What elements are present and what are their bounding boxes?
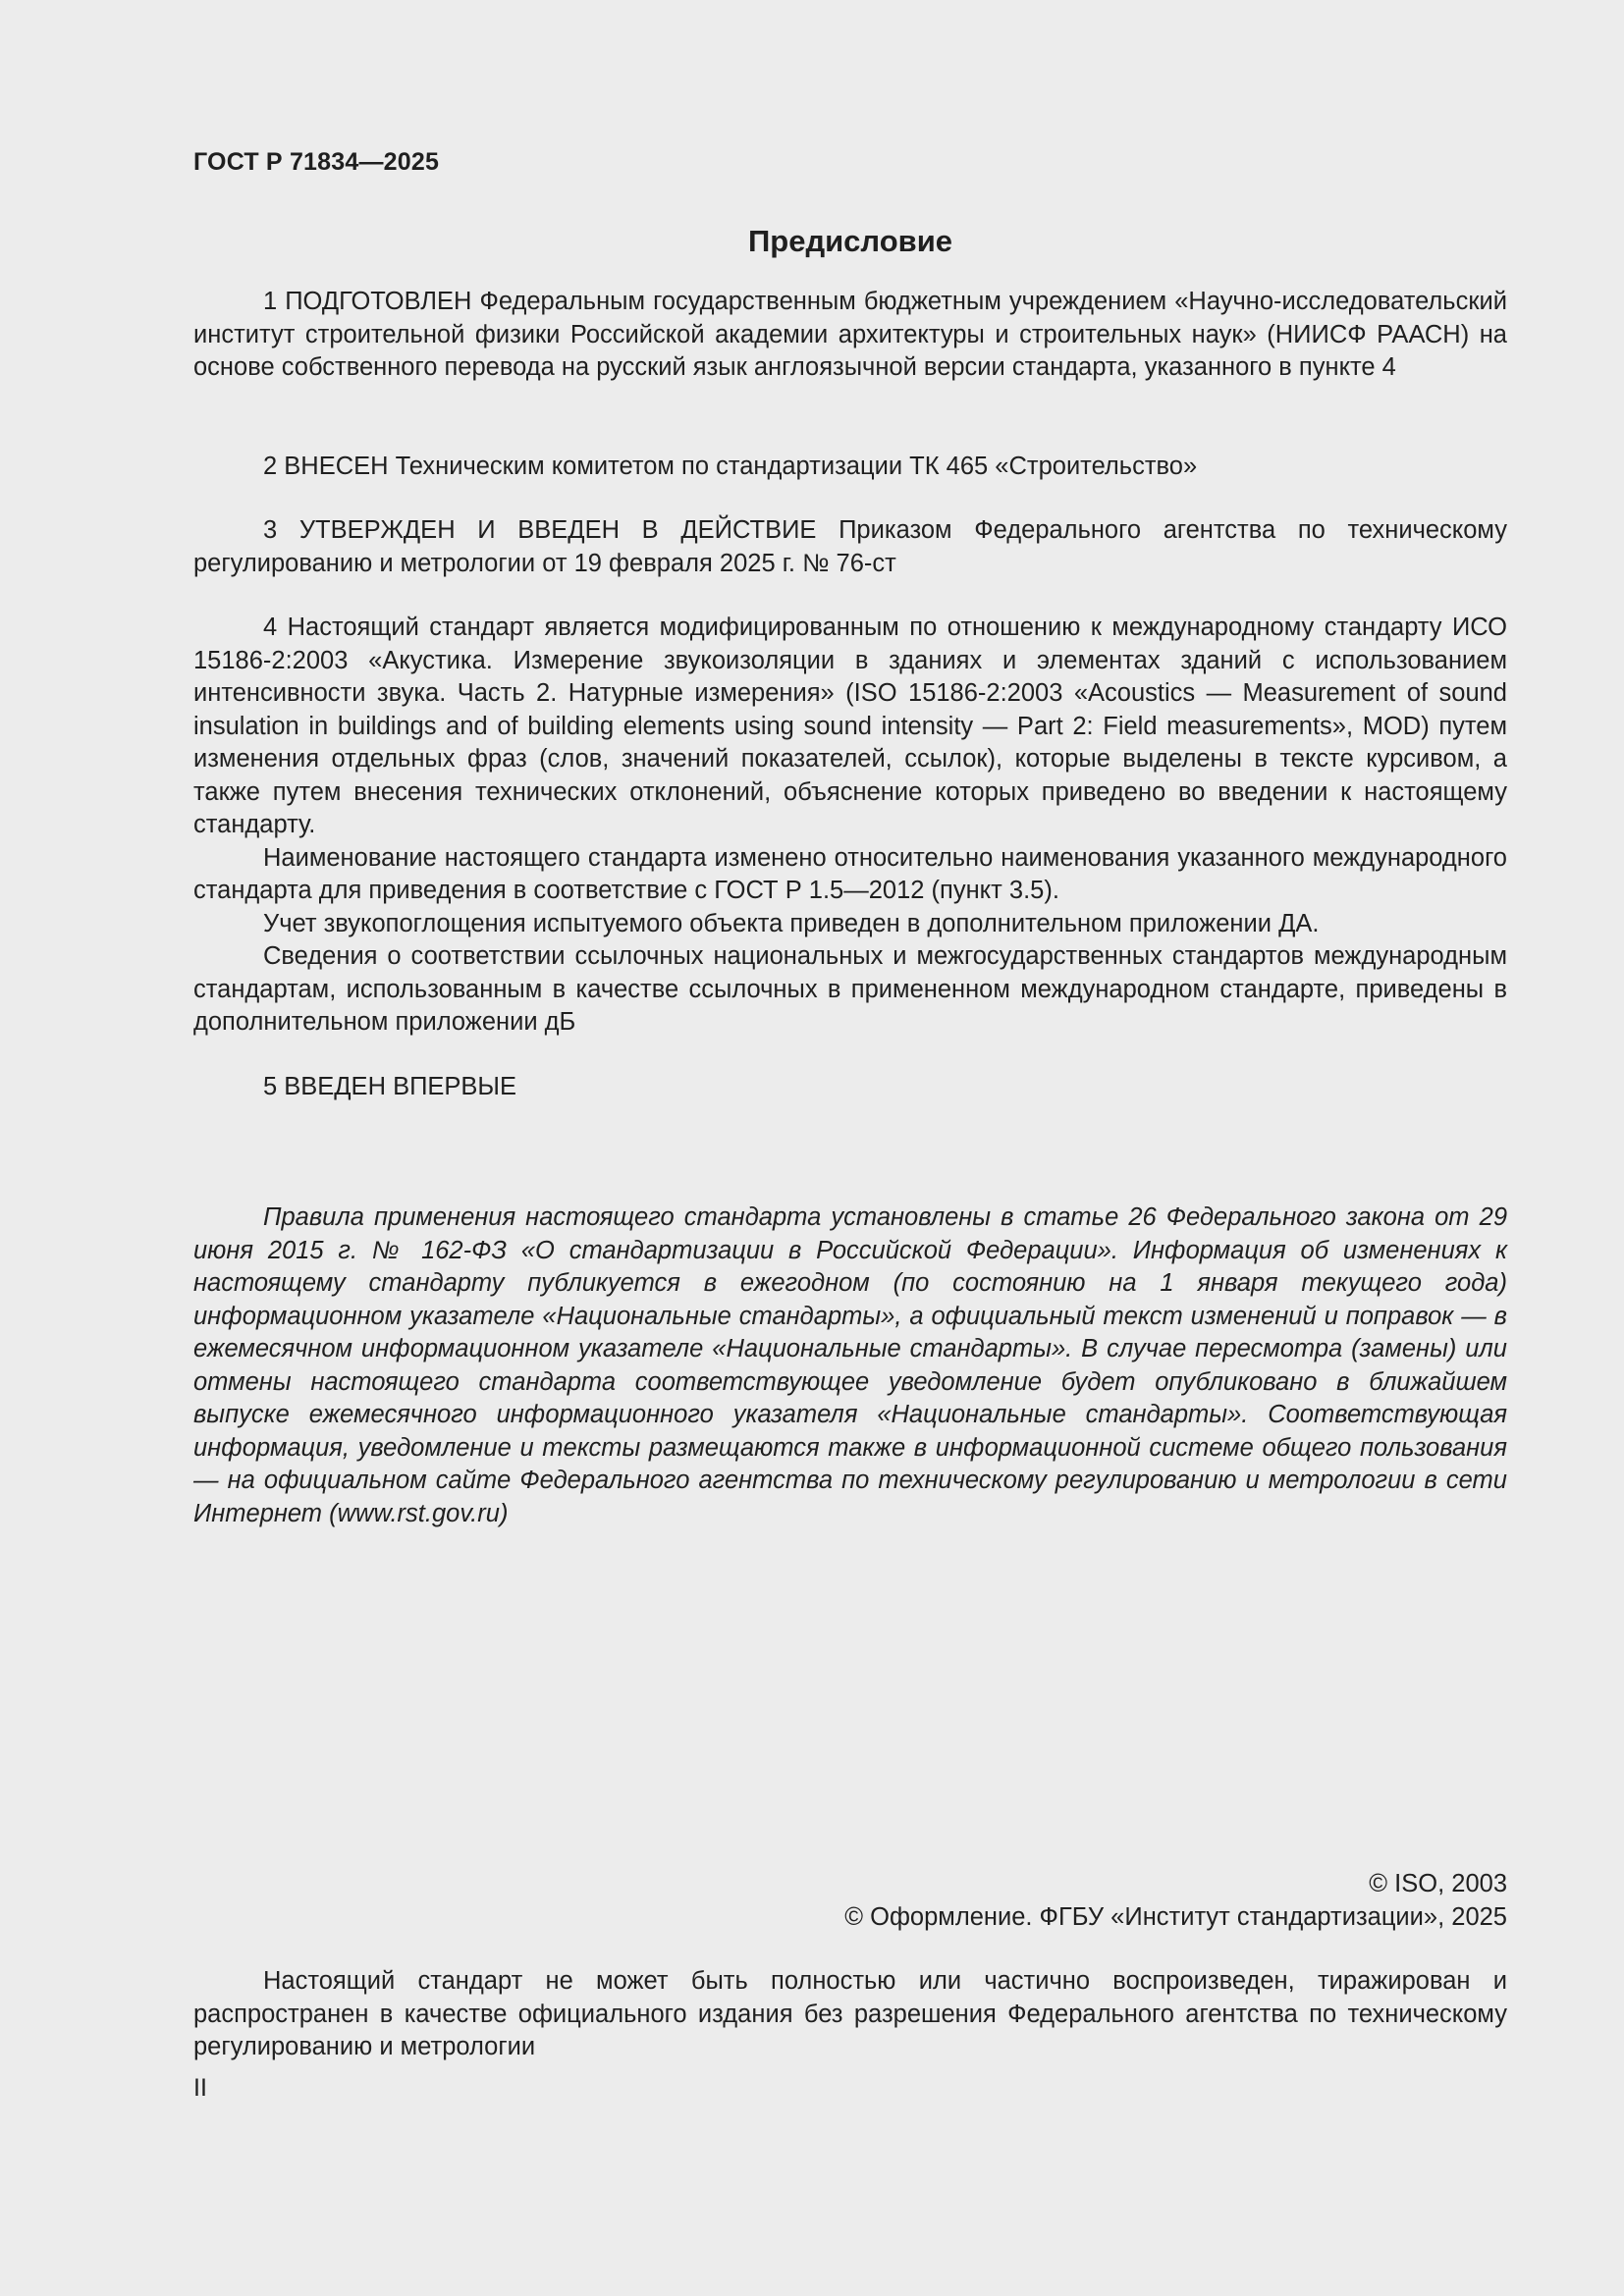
document-page <box>193 0 1507 2296</box>
foreword-item-4-paragraph-1: 4 Настоящий стандарт является модифицированным по отношению к международному стандарту ИСО 15186-2:2003 «Акустика. Измерение звукоизоляции в зданиях и элементах зданий с использованием интенсивности звука. Часть 2. Натурные измерения» (ISO 15186-2:2003 «Acoustics — Measurement of sound insulation in buildings and of building elements using sound intensity — Part 2: Field measurements», MOD) путем изменения отдельных фраз (слов, значений показателей, ссылок), которые выделены в тексте курсивом, а также путем внесения технических отклонений, объяснение которых приведено во введении к настоящему стандарту. <box>193 614 1507 838</box>
foreword-item-4-paragraph-4: Сведения о соответствии ссылочных национальных и межгосударственных стандартов международным стандартам, использованным в качестве ссылочных в примененном международном стандарте, приведены в дополнительном приложении дБ <box>193 942 1507 1036</box>
rules-notice <box>193 1201 1507 1530</box>
foreword-item-3-text: 3 УТВЕРЖДЕН И ВВЕДЕН В ДЕЙСТВИЕ Приказом Федерального агентства по техническому регулированию и метрологии от 19 февраля 2025 г. № 76-ст <box>193 516 1507 577</box>
foreword-item-2-text: 2 ВНЕСЕН Техническим комитетом по стандартизации ТК 465 «Строительство» <box>263 453 1198 480</box>
foreword-item-4 <box>193 612 1507 1040</box>
foreword-item-1 <box>193 286 1507 385</box>
foreword-item-1-text: 1 ПОДГОТОВЛЕН Федеральным государственным бюджетным учреждением «Научно-исследовательский институт строительной физики Российской академии архитектуры и строительных наук» (НИИСФ РААСН) на основе собственного перевода на русский язык англоязычной версии стандарта, указанного в пункте 4 <box>193 288 1507 381</box>
copyright-design: © Оформление. ФГБУ «Институт стандартизации», 2025 <box>844 1902 1507 1931</box>
reproduction-notice-text: Настоящий стандарт не может быть полностью или частично воспроизведен, тиражирован и распространен в качестве официального издания без разрешения Федерального агентства по техническому регулированию и метрологии <box>193 1967 1507 2060</box>
foreword-item-2 <box>193 451 1507 484</box>
copyright-block <box>193 1868 1507 1934</box>
reproduction-notice <box>193 1965 1507 2064</box>
rules-notice-text: Правила применения настоящего стандарта установлены в статье 26 Федерального закона от 29 июня 2015 г. № 162-ФЗ «О стандартизации в Российской Федерации». Информация об изменениях к настоящему стандарту публикуется в ежегодном (по состоянию на 1 января текущего года) информационном указателе «Национальные стандарты», а официальный текст изменений и поправок — в ежемесячном информационном указателе «Национальные стандарты». В случае пересмотра (замены) или отмены настоящего стандарта соответствующее уведомление будет опубликовано в ближайшем выпуске ежемесячного информационного указателя «Национальные стандарты». Соответствующая информация, уведомление и тексты размещаются также в информационной системе общего пользования — на официальном сайте Федерального агентства по техническому регулированию и метрологии в сети Интернет (www.rst.gov.ru) <box>193 1203 1507 1527</box>
copyright-iso: © ISO, 2003 <box>1369 1870 1507 1897</box>
foreword-item-4-paragraph-3: Учет звукопоглощения испытуемого объекта приведен в дополнительном приложении ДА. <box>263 909 1320 937</box>
foreword-item-4-paragraph-2: Наименование настоящего стандарта изменено относительно наименования указанного международного стандарта для приведения в соответствие с ГОСТ Р 1.5—2012 (пункт 3.5). <box>193 843 1507 904</box>
foreword-item-5 <box>193 1071 1507 1104</box>
foreword-item-5-text: 5 ВВЕДЕН ВПЕРВЫЕ <box>263 1073 517 1100</box>
document-code: ГОСТ Р 71834—2025 <box>193 148 440 176</box>
foreword-item-3 <box>193 514 1507 580</box>
page-number: II <box>193 2074 207 2102</box>
page-title: Предисловие <box>747 224 952 258</box>
